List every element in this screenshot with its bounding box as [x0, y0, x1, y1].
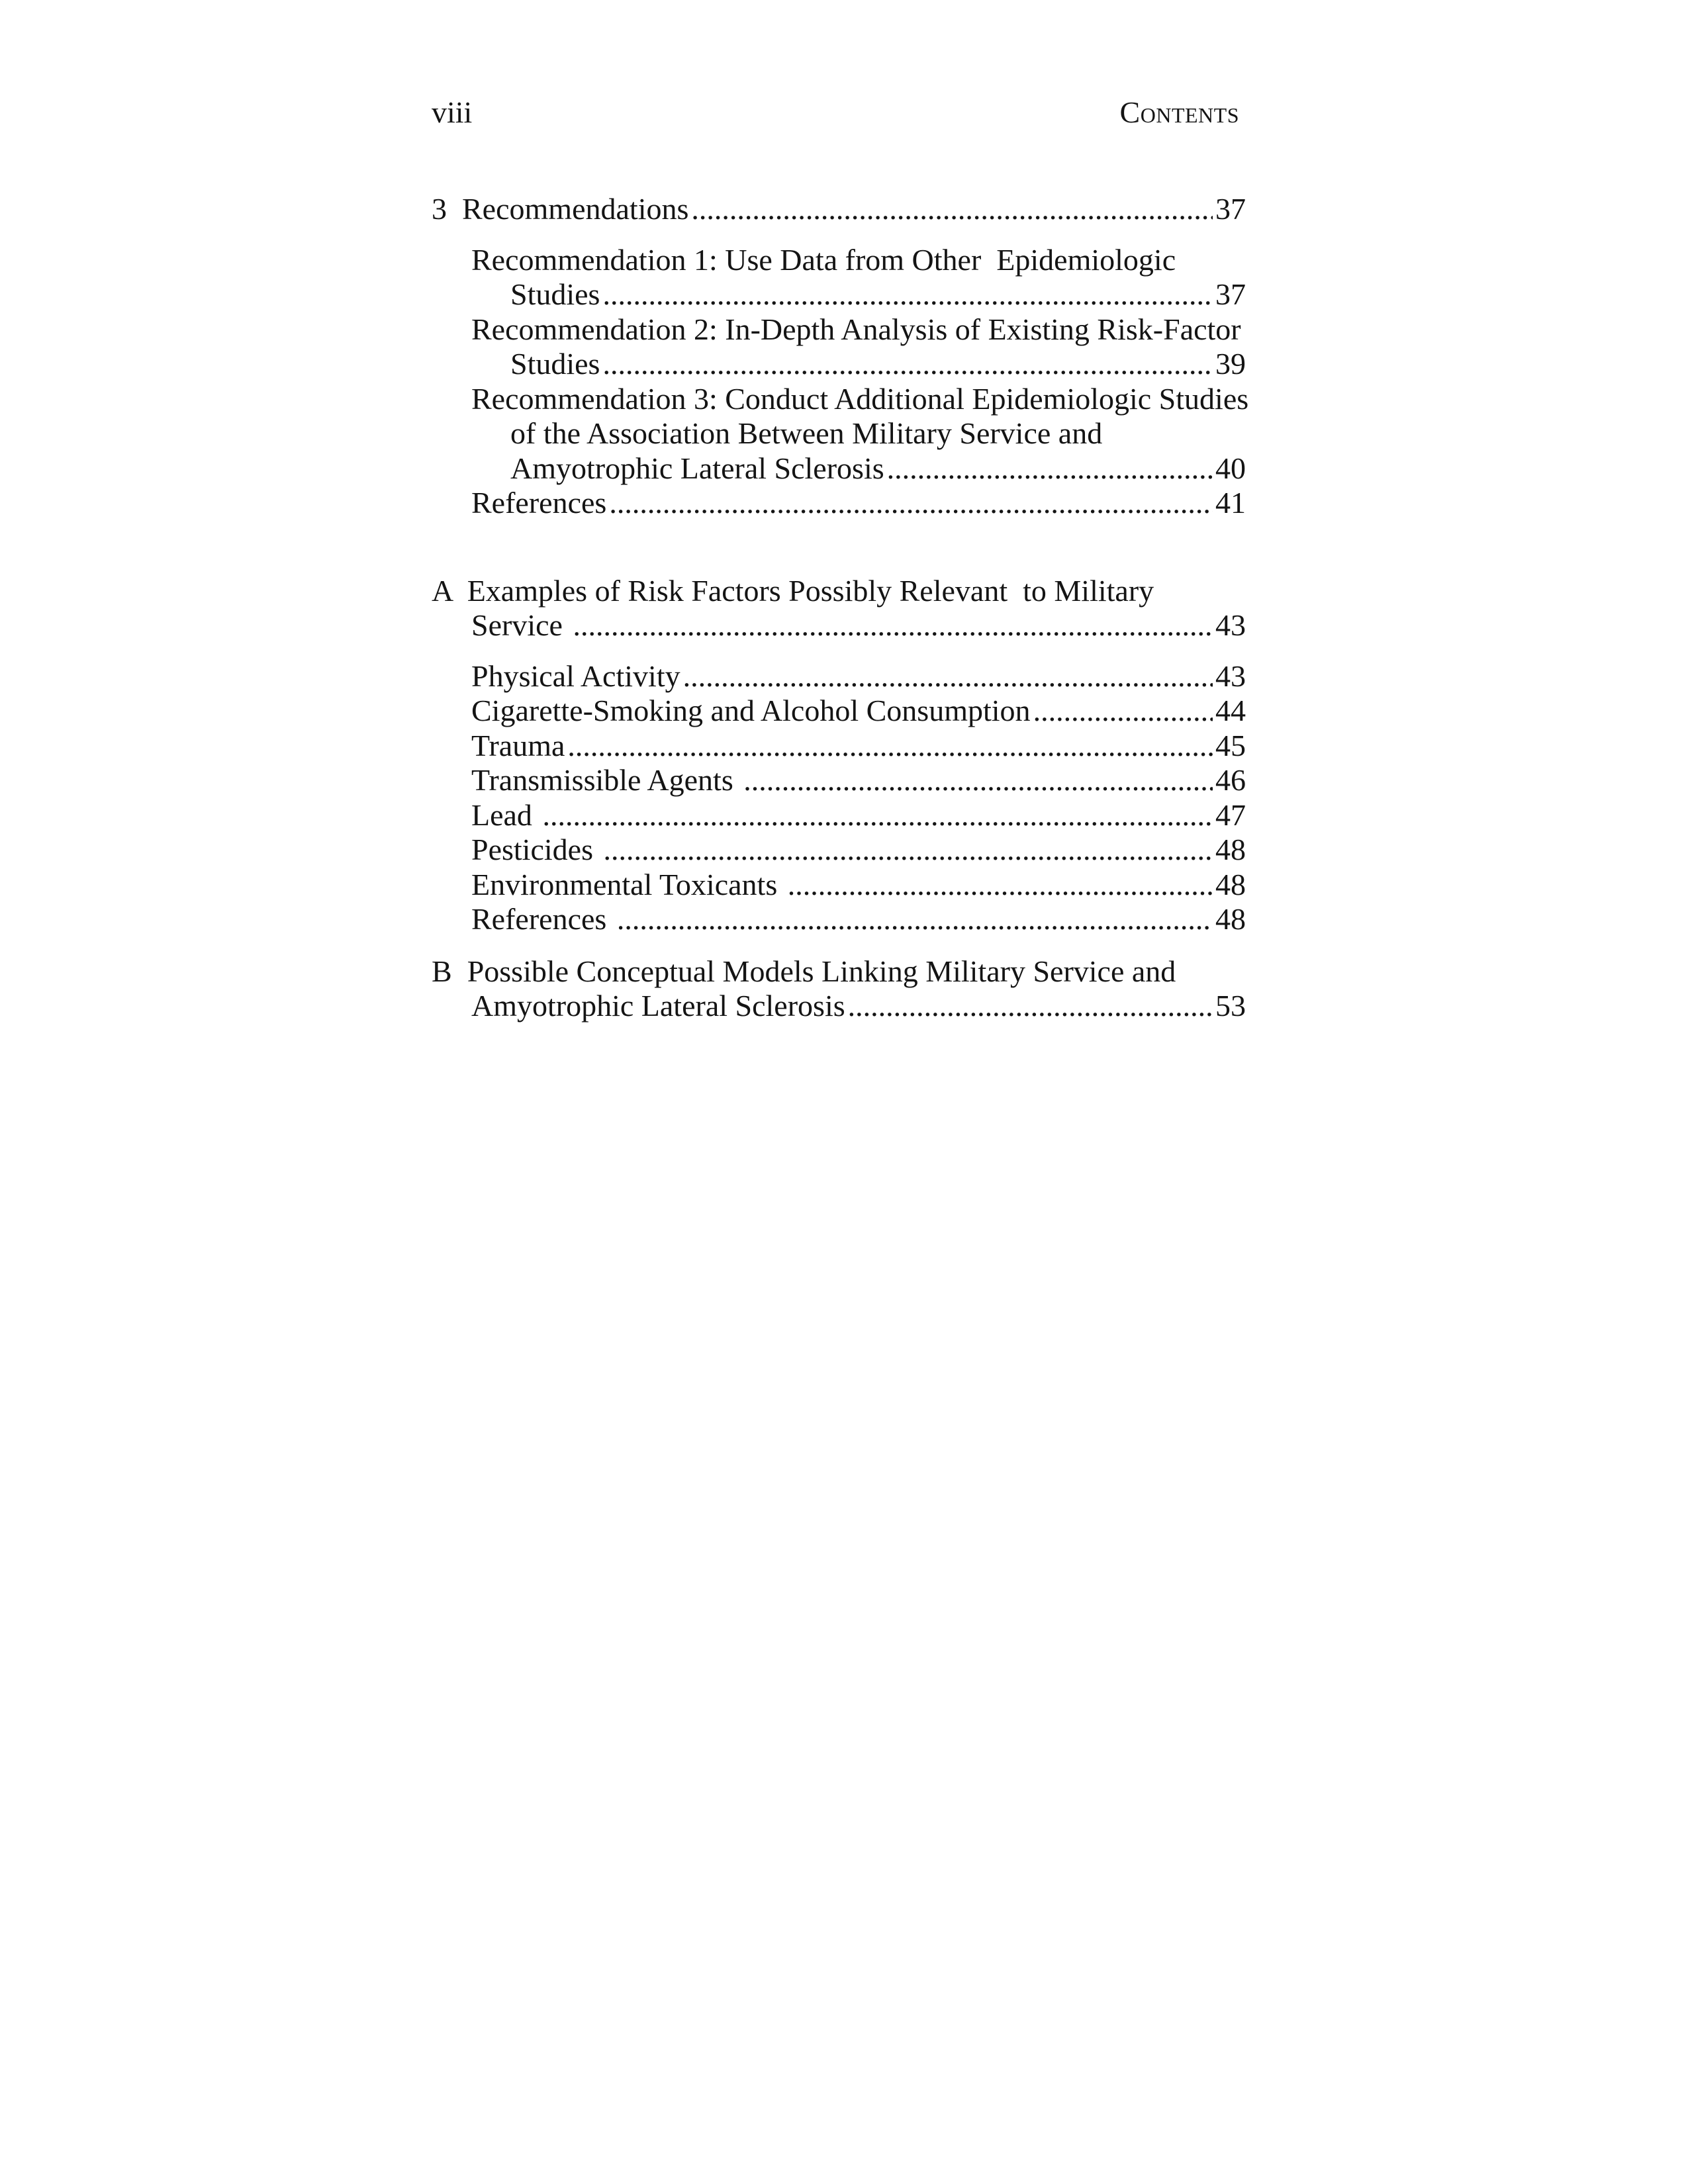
toc-a-item-3[interactable]: [432, 729, 1246, 764]
entry-title: Environmental Toxicants: [471, 867, 785, 901]
entry-title: Amyotrophic Lateral Sclerosis: [510, 451, 884, 485]
page-ref: 39: [1215, 347, 1246, 381]
entry-title: Cigarette-Smoking and Alcohol Consumption: [471, 694, 1031, 727]
toc-a-item-2[interactable]: [432, 694, 1246, 729]
dot-leader: [887, 451, 1213, 486]
entry-title: Physical Activity: [471, 659, 680, 693]
dot-leader: [683, 659, 1213, 694]
page-ref: 37: [1215, 277, 1246, 311]
toc-ch3-references[interactable]: [432, 486, 1246, 521]
page-ref: 48: [1215, 867, 1246, 901]
appendix-letter: A: [432, 573, 452, 608]
toc-chapter-3[interactable]: [432, 192, 1246, 227]
chapter-number: 3: [432, 192, 447, 226]
toc-a-item-1[interactable]: [432, 659, 1246, 694]
toc-a-item-6[interactable]: [432, 833, 1246, 868]
appendix-title-cont: Amyotrophic Lateral Sclerosis: [471, 989, 845, 1023]
dot-leader: [602, 277, 1213, 312]
toc-rec3-line2[interactable]: of the Association Between Military Service and: [510, 416, 1103, 450]
toc-appendix-b-line1[interactable]: [432, 954, 1246, 989]
toc-a-item-4[interactable]: [432, 763, 1246, 798]
page-number: viii: [432, 95, 473, 129]
toc-a-item-8[interactable]: [432, 902, 1246, 937]
page-ref: 47: [1215, 797, 1246, 832]
page-ref: 45: [1215, 728, 1246, 762]
dot-leader: [617, 902, 1213, 937]
dot-leader: [603, 833, 1213, 868]
page-ref: 44: [1215, 694, 1246, 727]
page-ref: 46: [1215, 763, 1246, 797]
page-ref: 43: [1215, 608, 1246, 642]
page-ref: 41: [1215, 486, 1246, 520]
dot-leader: [1033, 694, 1213, 729]
entry-title: References: [471, 902, 614, 936]
entry-title: Pesticides: [471, 833, 601, 866]
entry-title: Lead: [471, 797, 540, 832]
entry-title: Studies: [510, 347, 600, 381]
page-ref: 43: [1215, 659, 1246, 693]
appendix-title: Possible Conceptual Models Linking Military Service and: [467, 954, 1176, 988]
page-ref: 48: [1215, 833, 1246, 866]
toc-appendix-a-line2[interactable]: [432, 608, 1246, 643]
chapter-title: Recommendations: [462, 192, 689, 226]
dot-leader: [848, 989, 1213, 1024]
appendix-title-cont: Service: [471, 608, 571, 642]
toc-a-item-5[interactable]: [432, 798, 1246, 833]
entry-title: Transmissible Agents: [471, 763, 741, 797]
toc-rec2-line2[interactable]: [432, 347, 1246, 382]
page-ref: 48: [1215, 902, 1246, 936]
toc-rec3-line1[interactable]: Recommendation 3: Conduct Additional Epidemiologic Studies: [471, 381, 1249, 416]
appendix-letter: B: [432, 954, 452, 988]
dot-leader: [573, 608, 1213, 643]
entry-title: Studies: [510, 277, 600, 311]
dot-leader: [609, 486, 1213, 521]
toc-rec2-line1[interactable]: Recommendation 2: In-Depth Analysis of Existing Risk-Factor: [471, 312, 1241, 346]
toc-rec3-line3[interactable]: [432, 451, 1246, 486]
dot-leader: [788, 868, 1213, 903]
table-of-contents: [432, 192, 1249, 1024]
dot-leader: [542, 798, 1213, 833]
dot-leader: [691, 192, 1213, 227]
toc-appendix-a-line1[interactable]: [432, 574, 1246, 609]
toc-appendix-b-line2[interactable]: [432, 989, 1246, 1024]
toc-rec1-line1[interactable]: Recommendation 1: Use Data from Other Epidemiologic: [471, 242, 1176, 277]
dot-leader: [602, 347, 1213, 382]
page-ref: 37: [1215, 192, 1246, 226]
page-ref: 53: [1215, 989, 1246, 1023]
entry-title: References: [471, 486, 607, 520]
appendix-title: Examples of Risk Factors Possibly Relevant to Military: [467, 573, 1154, 608]
page-ref: 40: [1215, 451, 1246, 485]
toc-rec1-line2[interactable]: [432, 277, 1246, 312]
dot-leader: [567, 729, 1213, 764]
toc-a-item-7[interactable]: [432, 868, 1246, 903]
entry-title: Trauma: [471, 728, 565, 762]
dot-leader: [743, 763, 1213, 798]
running-head: Contents: [1119, 95, 1239, 129]
